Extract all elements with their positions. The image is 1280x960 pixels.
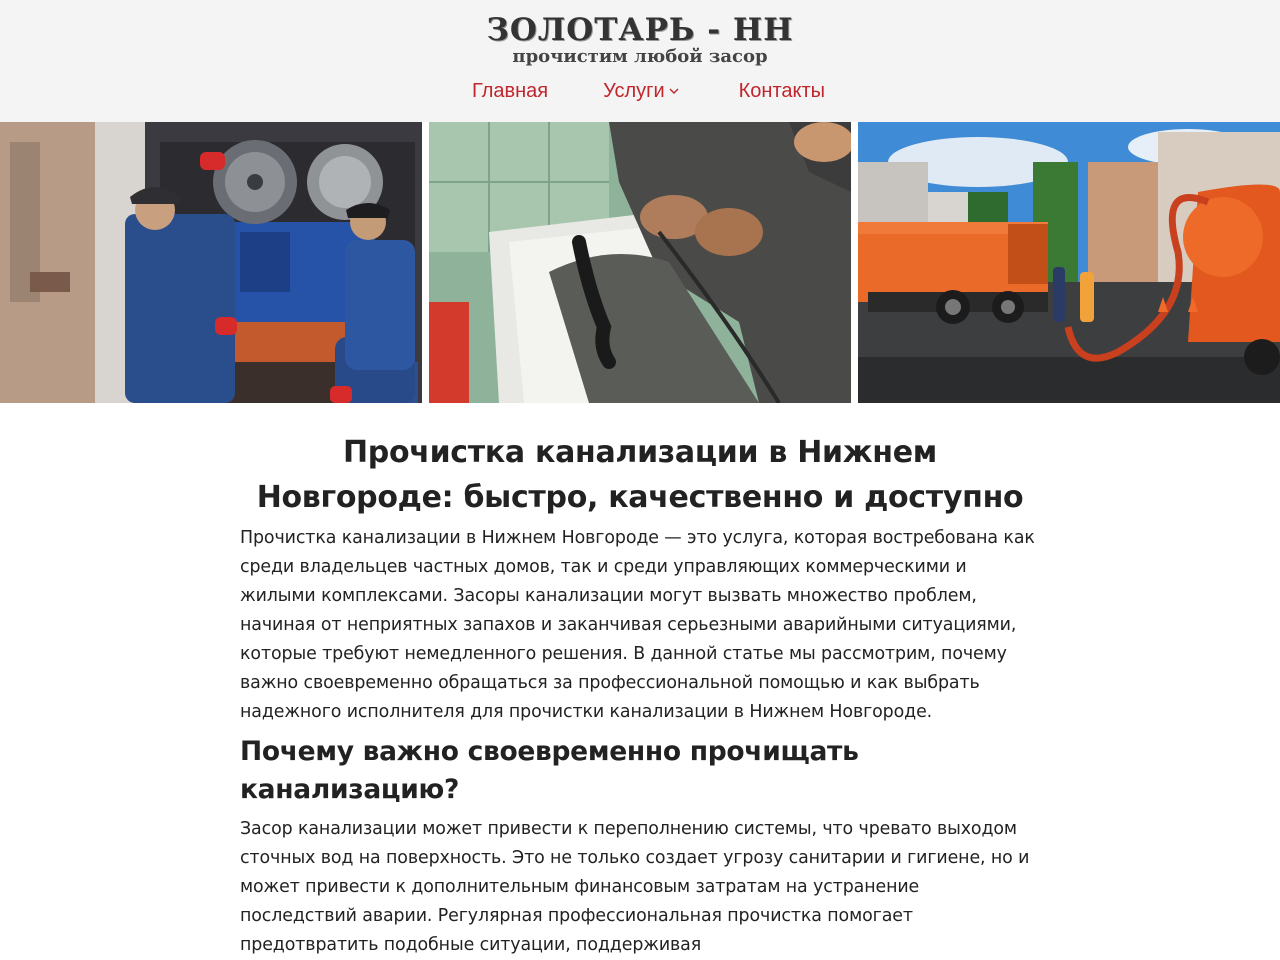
nav-link-home-label: Главная xyxy=(471,80,549,102)
main-nav xyxy=(0,77,1280,105)
site-logo[interactable] xyxy=(0,10,1280,66)
article xyxy=(240,430,1040,960)
logo-tagline: прочистим любой засор xyxy=(512,46,768,67)
nav-link-home[interactable] xyxy=(472,77,548,105)
nav-link-services-label: Услуги xyxy=(603,80,665,102)
chevron-down-icon xyxy=(669,86,679,96)
section-heading: Почему важно своевременно прочищать канализацию? xyxy=(240,736,859,805)
photo-plumber-cleaning-drain-cable[interactable] xyxy=(429,122,851,403)
nav-link-contacts[interactable] xyxy=(739,77,825,105)
nav-link-services[interactable] xyxy=(603,77,679,105)
photo-orange-sewer-trucks-on-street[interactable] xyxy=(858,122,1280,403)
logo-title: ЗОЛОТАРЬ - НН xyxy=(486,12,794,48)
article-intro: Прочистка канализации в Нижнем Новгороде — это услуга, которая востребована как среди владельцев частных домов, так и среди управляющих коммерческими и жилыми комплексами. Засоры канализации могут вызвать множество проблем, начиная от неприятных запахов и заканчивая серьезными аварийными ситуациями, которые требуют немедленного решения. В данной статье мы рассмотрим, почему важно своевременно обращаться за профессиональной помощью и как выбрать надежного исполнителя для прочистки канализации в Нижнем Новгороде. xyxy=(240,528,1035,722)
photo-workers-loading-hose-reel[interactable] xyxy=(0,122,422,403)
photo-gallery xyxy=(0,122,1280,403)
site-header xyxy=(0,0,1280,122)
section-text: Засор канализации может привести к переполнению системы, что чревато выходом сточных вод на поверхность. Это не только создает угрозу санитарии и гигиене, но и может привести к дополнительным финансовым затратам на устранение последствий аварии. Регулярная профессиональная прочистка помогает предотвратить подобные ситуации, поддерживая xyxy=(240,819,1030,955)
nav-link-contacts-label: Контакты xyxy=(738,80,826,102)
article-title: Прочистка канализации в Нижнем Новгороде: быстро, качественно и доступно xyxy=(256,435,1024,515)
